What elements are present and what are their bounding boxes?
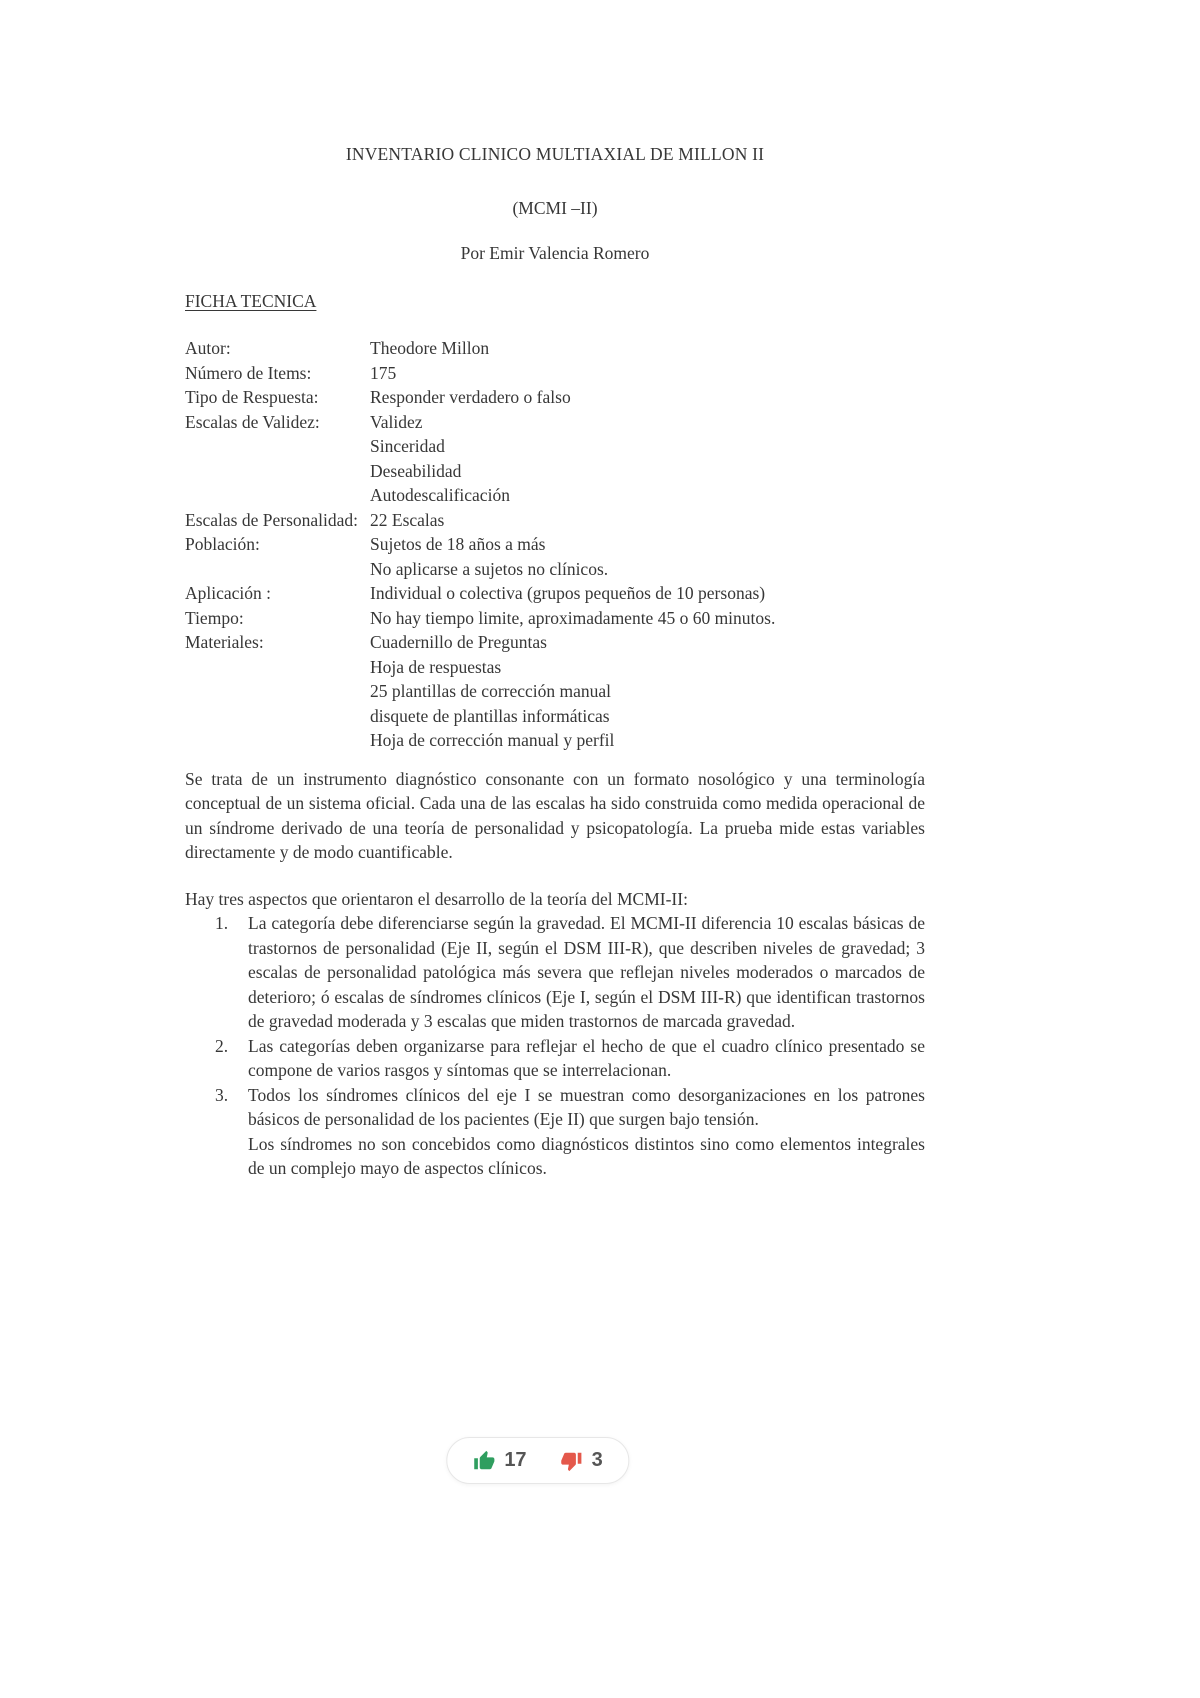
- list-item-text: Todos los síndromes clínicos del eje I se muestran como desorganizaciones en los patrones básicos de personalidad de los pacientes (Eje II) que surgen bajo tensión.: [248, 1084, 925, 1129]
- ficha-label: [185, 655, 370, 680]
- ficha-label: Autor:: [185, 338, 231, 358]
- ficha-value: Sujetos de 18 años a más: [370, 534, 546, 554]
- ficha-label: [185, 459, 370, 484]
- ficha-row: [185, 581, 925, 606]
- ficha-row: [185, 655, 925, 680]
- ficha-row: [185, 532, 925, 557]
- like-count: 17: [504, 1449, 527, 1471]
- list-item-text: Los síndromes no son concebidos como diagnósticos distintos sino como elementos integrales de un complejo mayo de aspectos clínicos.: [248, 1133, 925, 1178]
- ficha-label: [185, 728, 370, 753]
- document-body: [185, 142, 925, 1181]
- list-item: [185, 911, 925, 1034]
- ficha-row: [185, 410, 925, 435]
- ficha-value: Sinceridad: [370, 436, 445, 456]
- ficha-table: [185, 336, 925, 753]
- ficha-value: No aplicarse a sujetos no clínicos.: [370, 558, 609, 579]
- ficha-value: Individual o colectiva (grupos pequeños de 10 personas): [370, 583, 766, 603]
- list-item-number: 3.: [215, 1084, 229, 1105]
- ficha-label: Aplicación :: [185, 583, 272, 603]
- ficha-value: No hay tiempo limite, aproximadamente 45 o 60 minutos.: [370, 607, 776, 628]
- ficha-value: Cuadernillo de Preguntas: [370, 632, 547, 652]
- thumbs-down-icon: [561, 1450, 583, 1472]
- list-item: [185, 1034, 925, 1083]
- ficha-row: [185, 728, 925, 753]
- doc-subtitle: (MCMI –II): [512, 197, 598, 218]
- ficha-value: Hoja de respuestas: [370, 656, 502, 677]
- ficha-label: [185, 704, 370, 729]
- ficha-value: Autodescalificación: [370, 485, 510, 505]
- doc-byline: Por Emir Valencia Romero: [460, 243, 650, 263]
- ficha-row: [185, 557, 925, 582]
- ficha-label: Población:: [185, 534, 260, 554]
- list-item-number: 2.: [215, 1035, 229, 1056]
- ficha-row: [185, 508, 925, 533]
- ficha-value: Validez: [370, 411, 423, 432]
- ficha-row: [185, 385, 925, 410]
- ficha-label: Tipo de Respuesta:: [185, 387, 319, 407]
- ficha-value: 25 plantillas de corrección manual: [370, 681, 612, 701]
- ficha-value: Hoja de corrección manual y perfil: [370, 730, 615, 750]
- ficha-row: [185, 679, 925, 704]
- ficha-row: [185, 704, 925, 729]
- ficha-row: [185, 459, 925, 484]
- ficha-label: Número de Items:: [185, 362, 312, 383]
- ficha-value: Theodore Millon: [370, 338, 490, 358]
- numbered-list: [185, 911, 925, 1181]
- ficha-row: [185, 434, 925, 459]
- ficha-label: Materiales:: [185, 632, 264, 652]
- ficha-value: Responder verdadero o falso: [370, 387, 571, 407]
- list-item-text: Las categorías deben organizarse para reflejar el hecho de que el cuadro clínico presentado se compone de varios rasgos y síntomas que se interrelacionan.: [248, 1035, 925, 1080]
- dislike-count: 3: [591, 1449, 603, 1471]
- list-item: [185, 1083, 925, 1132]
- list-item-number: 1.: [215, 913, 229, 933]
- ficha-label: Escalas de Personalidad:: [185, 509, 359, 530]
- ficha-label: [185, 557, 370, 582]
- ficha-value: Deseabilidad: [370, 460, 462, 481]
- rating-bar: [446, 1437, 629, 1484]
- ficha-row: [185, 606, 925, 631]
- ficha-value: 22 Escalas: [370, 509, 445, 530]
- doc-title: INVENTARIO CLINICO MULTIAXIAL DE MILLON II: [345, 144, 765, 164]
- like-button[interactable]: [473, 1449, 526, 1472]
- section-heading: FICHA TECNICA: [185, 290, 317, 311]
- ficha-label: [185, 679, 370, 704]
- ficha-value: disquete de plantillas informáticas: [370, 705, 610, 726]
- ficha-value: 175: [370, 362, 397, 383]
- dislike-button[interactable]: [561, 1449, 603, 1472]
- ficha-label: Tiempo:: [185, 607, 244, 628]
- aspects-intro-paragraph: Hay tres aspectos que orientaron el desarrollo de la teoría del MCMI-II:: [185, 888, 688, 909]
- ficha-row: [185, 361, 925, 386]
- list-item-text: La categoría debe diferenciarse según la gravedad. El MCMI-II diferencia 10 escalas básicas de trastornos de personalidad (Eje II, según el DSM III-R), que describen niveles de gravedad; 3 escalas de personalidad patológica más severa que reflejan niveles moderados o marcados de deterioro; ó escalas de síndromes clínicos (Eje I, según el DSM III-R) que identifican trastornos de gravedad moderada y 3 escalas que miden trastornos de marcada gravedad.: [248, 913, 925, 1031]
- list-item: [185, 1132, 925, 1181]
- intro-paragraph: Se trata de un instrumento diagnóstico consonante con un formato nosológico y una terminología conceptual de un sistema oficial. Cada una de las escalas ha sido construida como medida operacional de un síndrome derivado de una teoría de personalidad y psicopatología. La prueba mide estas variables directamente y de modo cuantificable.: [185, 768, 925, 862]
- ficha-row: [185, 630, 925, 655]
- thumbs-up-icon: [473, 1450, 495, 1472]
- ficha-label: [185, 483, 370, 508]
- ficha-label: [185, 434, 370, 459]
- ficha-row: [185, 336, 925, 361]
- ficha-row: [185, 483, 925, 508]
- ficha-label: Escalas de Validez:: [185, 411, 320, 432]
- list-item-number: [215, 1132, 248, 1181]
